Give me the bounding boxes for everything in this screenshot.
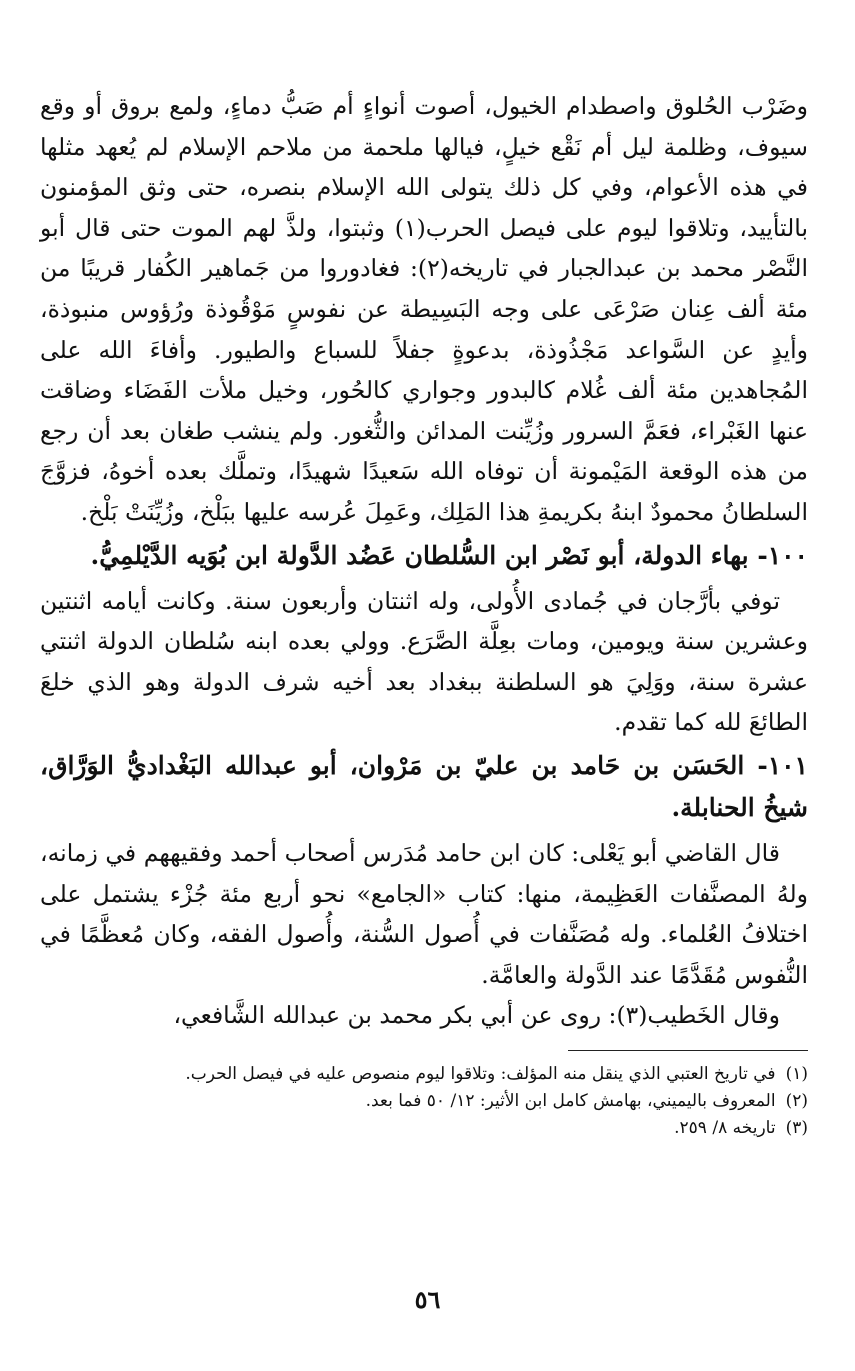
footnote-number: (٣)	[785, 1117, 808, 1138]
footnote-1	[40, 1061, 808, 1088]
entry-101-text: قال القاضي أبو يَعْلى: كان ابن حامد مُدَرس أصحاب أحمد وفقيههم في زمانه، ولهُ المصنَّفات العَظِيمة، منها: كتاب «الجامع» نحو أربع مئة جُزْء يشتمل على اختلافُ العُلماء. وله مُصَنَّفات في أُصول السُّنة، وأُصول الفقه، وكان مُعظَّمًا في النُّفوس مُقَدَّمًا عند الدَّولة والعامَّة.	[40, 838, 808, 989]
footnote-text: في تاريخ العتبي الذي ينقل منه المؤلف: وتلاقوا ليوم منصوص عليه في فيصل الحرب.	[185, 1063, 776, 1084]
footnote-number: (٢)	[785, 1090, 808, 1111]
footnote-2	[40, 1088, 808, 1115]
footnote-text: تاريخه ٨/ ٢٥٩.	[674, 1117, 776, 1138]
entry-101-text-continued: وقال الخَطيب(٣): روى عن أبي بكر محمد بن عبدالله الشَّافعي،	[173, 1001, 780, 1030]
entry-100-heading: ١٠٠- بهاء الدولة، أبو نَصْر ابن السُّلطان عَضُد الدَّولة ابن بُوَيه الدَّيْلمِيُّ.	[90, 540, 808, 570]
page-number: ٥٦	[414, 1285, 441, 1314]
footnote-number: (١)	[785, 1063, 808, 1084]
body-paragraph-continued: وضَرْب الحُلوق واصطدام الخيول، أصوت أنواءٍ أم صَبُّ دماءٍ، ولمع بروق أو وقع سيوف، وظلمة ليل أم نَقْع خيلٍ، فيالها ملحمة من ملاحم الإسلام لم يُعهد مثلها في هذه الأعوام، وفي كل ذلك يتولى الله الإسلام بنصره، حتى وثق المؤمنون بالتأييد، وتلاقوا ليوم على فيصل الحرب(١) وثبتوا، ولذَّ لهم الموت حتى قال أبو النَّصْر محمد بن عبدالجبار في تاريخه(٢): فغادوروا من جَماهير الكُفار قريبًا من مئة ألف عِنان صَرْعَى على وجه البَسِيطة عن نفوسٍ مَوْقُوذة ورُؤوس منبوذة، وأيدٍ عن السَّواعد مَجْذُوذة، بدعوةٍ جفلاً للسباع والطيور. وأفاءَ الله على المُجاهدين مئة ألف غُلام كالبدور وجواري كالحُور، وخيل ملأت الفَضَاء وضاقت عنها الغَبْراء، فعَمَّ السرور وزُيِّنت المدائن والثُّغور. ولم ينشب طغان بعد أن رجع من هذه الوقعة المَيْمونة أن توفاه الله سَعيدًا شهيدًا، وتملَّك بعده أخوهُ، فزوَّجَ السلطانُ محمودٌ ابنهُ بكريمةِ هذا المَلِك، وعَمِلَ عُرسه عليها ببَلْخ، وزُيِّنَتْ بَلْخ.	[40, 92, 808, 526]
document-page	[40, 86, 808, 1142]
footnotes	[40, 1061, 808, 1142]
entry-100-text: توفي بأرَّجان في جُمادى الأُولى، وله اثنتان وأربعون سنة. وكانت أيامه اثنتين وعشرين سنة ويومين، ومات بعِلَّة الصَّرَع. وولي بعده ابنه سُلطان الدولة اثنتي عشرة سنة، ووَلِيَ هو السلطنة ببغداد بعد أخيه شرف الدولة وهو الذي خلعَ الطائعَ لله كما تقدم.	[40, 586, 808, 737]
footnote-3	[40, 1115, 808, 1142]
footnote-separator	[568, 1050, 808, 1051]
entry-101-heading: ١٠١- الحَسَن بن حَامد بن عليّ بن مَرْوان، أبو عبدالله البَغْداديُّ الوَرَّاق، شيخُ الحنابلة.	[40, 750, 808, 822]
footnote-text: المعروف باليميني، بهامش كامل ابن الأثير: ١٢/ ٥٠ فما بعد.	[365, 1090, 776, 1111]
